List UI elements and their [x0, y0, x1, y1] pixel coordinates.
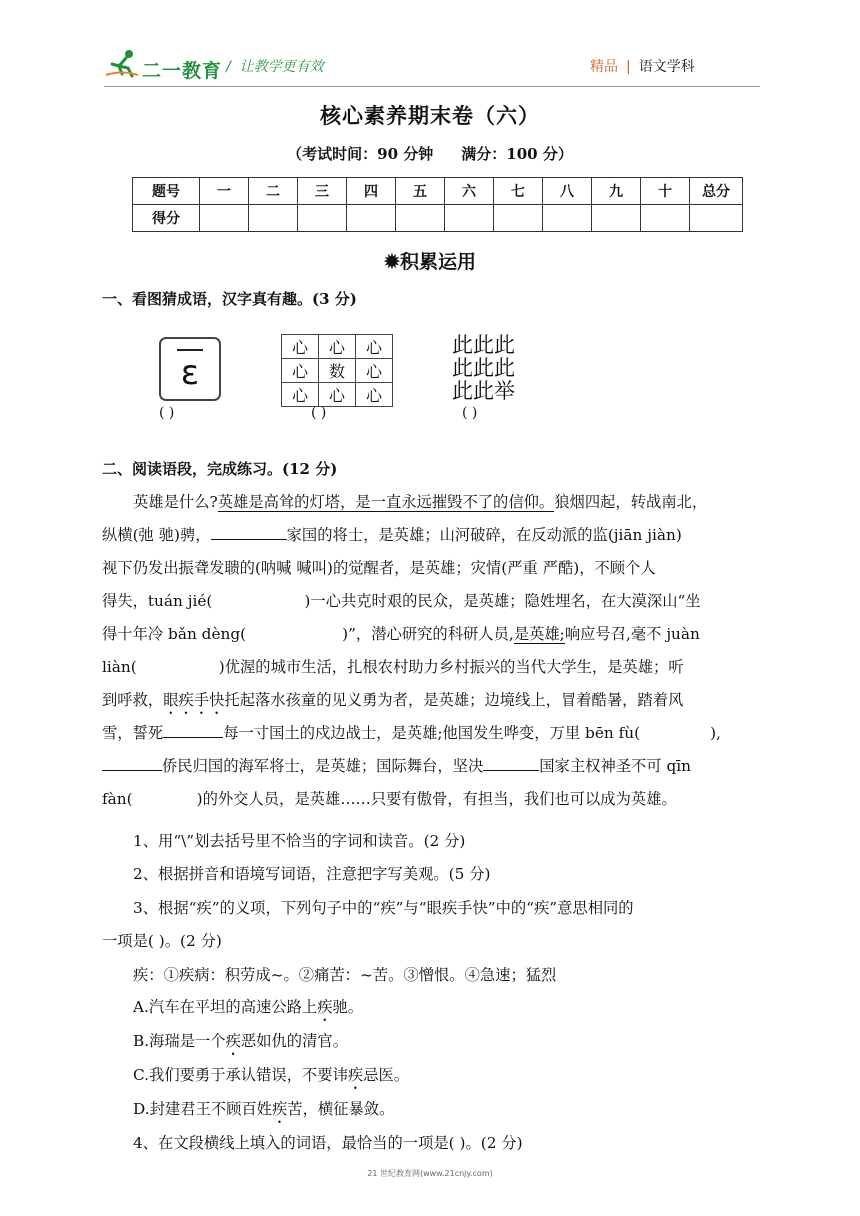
page-footer: 21 世纪教育网(www.21cnjy.com): [367, 1169, 493, 1178]
header-divider: [104, 86, 760, 87]
score-input[interactable]: [249, 205, 298, 232]
score-input[interactable]: [298, 205, 347, 232]
score-table-row: [133, 205, 743, 232]
picture-box-1: [159, 337, 221, 401]
box-glyph: ε: [180, 353, 200, 393]
quality-label: 精品: [590, 59, 618, 75]
meaning-list: 疾：①疾病：积劳成~。②痛苦：~苦。③憎恨。④急速；猛烈: [133, 966, 557, 984]
subquestion-4: 4、在文段横线上填入的词语，最恰当的一项是( )。(2 分): [133, 1134, 523, 1152]
grid-cell: 心: [282, 383, 319, 407]
section-title: ✹积累运用: [384, 251, 476, 273]
runner-logo-icon: [104, 48, 140, 78]
text-line: 此此此: [452, 356, 515, 380]
fill-blank[interactable]: [211, 524, 287, 540]
answer-paren-3[interactable]: ( ): [462, 405, 478, 421]
passage-line: liàn( )优渥的城市生活，扎根农村助力乡村振兴的当代大学生，是英雄；听: [102, 658, 684, 676]
brand-logo: [104, 48, 140, 78]
answer-paren-1[interactable]: ( ): [159, 405, 175, 421]
option-b[interactable]: B.海瑞是一个疾恶如仇的清官。: [133, 1032, 348, 1050]
score-table: [132, 177, 743, 232]
table-cell: 六: [445, 178, 494, 205]
subquestion-1: 1、用“\”划去括号里不恰当的字词和读音。(2 分): [133, 832, 466, 850]
table-cell: 九: [592, 178, 641, 205]
exam-time: （考试时间：90 分钟: [287, 145, 434, 163]
score-input[interactable]: [543, 205, 592, 232]
header-right: 精品 | 语文学科: [590, 59, 695, 75]
subquestion-3: 3、根据“疾”的义项，下列句子中的“疾”与“眼疾手快”中的“疾”意思相同的: [133, 899, 634, 917]
table-cell: 得分: [133, 205, 200, 232]
option-d[interactable]: D.封建君王不顾百姓疾苦，横征暴敛。: [133, 1100, 395, 1118]
underlined-sentence: 英雄是高耸的灯塔，是一直永远摧毁不了的信仰。: [217, 493, 555, 511]
question-2-heading: 二、阅读语段，完成练习。(12 分): [102, 460, 338, 478]
exam-score: 满分：100 分）: [461, 145, 573, 163]
score-input[interactable]: [347, 205, 396, 232]
option-c[interactable]: C.我们要勇于承认错误，不要讳疾忌医。: [133, 1066, 410, 1084]
score-input[interactable]: [396, 205, 445, 232]
table-cell: 八: [543, 178, 592, 205]
passage-line: 英雄是什么?英雄是高耸的灯塔，是一直永远摧毁不了的信仰。狼烟四起，转战南北，: [133, 493, 708, 511]
table-cell: 七: [494, 178, 543, 205]
table-cell: 题号: [133, 178, 200, 205]
grid-cell: 数: [319, 359, 356, 383]
grid-cell: 心: [356, 335, 393, 359]
passage-line: 得十年冷 bǎn dèng( )”，潜心研究的科研人员,是英雄;响应号召,毫不 juàn: [102, 625, 700, 643]
table-cell: 四: [347, 178, 396, 205]
score-input[interactable]: [592, 205, 641, 232]
passage-line: 视下仍发出振聋发聩的(呐喊 喊叫)的觉醒者，是英雄；灾情(严重 严酷)，不顾个人: [102, 559, 656, 577]
brand-name: 二一教育: [142, 60, 223, 82]
grid-cell: 心: [319, 335, 356, 359]
grid-cell: 心: [356, 383, 393, 407]
grid-cell: 心: [319, 383, 356, 407]
question-1-heading: 一、看图猜成语，汉字真有趣。(3 分): [102, 290, 357, 308]
exam-info: [0, 143, 860, 164]
score-input[interactable]: [494, 205, 543, 232]
score-input[interactable]: [445, 205, 494, 232]
emphasis-word: 眼疾手快: [163, 691, 225, 709]
score-input[interactable]: [200, 205, 249, 232]
picture-grid-2: [281, 334, 393, 407]
passage-line: fàn( )的外交人员，是英雄……只要有傲骨，有担当，我们也可以成为英雄。: [102, 790, 677, 808]
answer-paren-2[interactable]: ( ): [311, 405, 327, 421]
fill-blank[interactable]: [163, 722, 223, 738]
passage-line: 雪，誓死 每一寸国土的戍边战士，是英雄;他国发生哗变，万里 bēn fù( ),: [102, 724, 721, 742]
grid-cell: 心: [282, 335, 319, 359]
text-line: 此此此: [452, 333, 515, 357]
table-cell: 三: [298, 178, 347, 205]
subquestion-2: 2、根据拼音和语境写词语，注意把字写美观。(5 分): [133, 865, 491, 883]
subject-label: 语文学科: [638, 59, 695, 75]
subquestion-3-cont: 一项是( )。(2 分): [102, 932, 222, 950]
picture-text-3: [452, 334, 515, 403]
table-cell: 十: [641, 178, 690, 205]
grid-cell: 心: [282, 359, 319, 383]
grid-cell: 心: [356, 359, 393, 383]
text-line: 此此举: [452, 379, 515, 403]
score-input[interactable]: [690, 205, 743, 232]
table-cell: 五: [396, 178, 445, 205]
page-title: 核心素养期末卷（六）: [320, 103, 540, 128]
table-cell: 二: [249, 178, 298, 205]
overline-mark: [177, 349, 203, 351]
passage-line: 纵横(弛 驰)骋， 家国的将士，是英雄；山河破碎，在反动派的监(jiān jiàn): [102, 526, 682, 544]
score-table-header-row: [133, 178, 743, 205]
fill-blank[interactable]: [102, 755, 162, 771]
table-cell: 一: [200, 178, 249, 205]
passage-line: 得失，tuán jié( )一心共克时艰的民众，是英雄；隐姓埋名，在大漠深山“坐: [102, 592, 701, 610]
passage-line: 侨民归国的海军将士，是英雄；国际舞台，坚决 国家主权神圣不可 qīn: [102, 754, 691, 776]
option-a[interactable]: A.汽车在平坦的高速公路上疾驰。: [133, 998, 364, 1016]
table-cell: 总分: [690, 178, 743, 205]
brand-slogan: / 让教学更有效: [226, 59, 324, 75]
passage-line: 到呼救，眼疾手快托起落水孩童的见义勇为者，是英雄；边境线上，冒着酷暑，踏着风: [102, 691, 684, 709]
score-input[interactable]: [641, 205, 690, 232]
fill-blank[interactable]: [483, 755, 539, 771]
